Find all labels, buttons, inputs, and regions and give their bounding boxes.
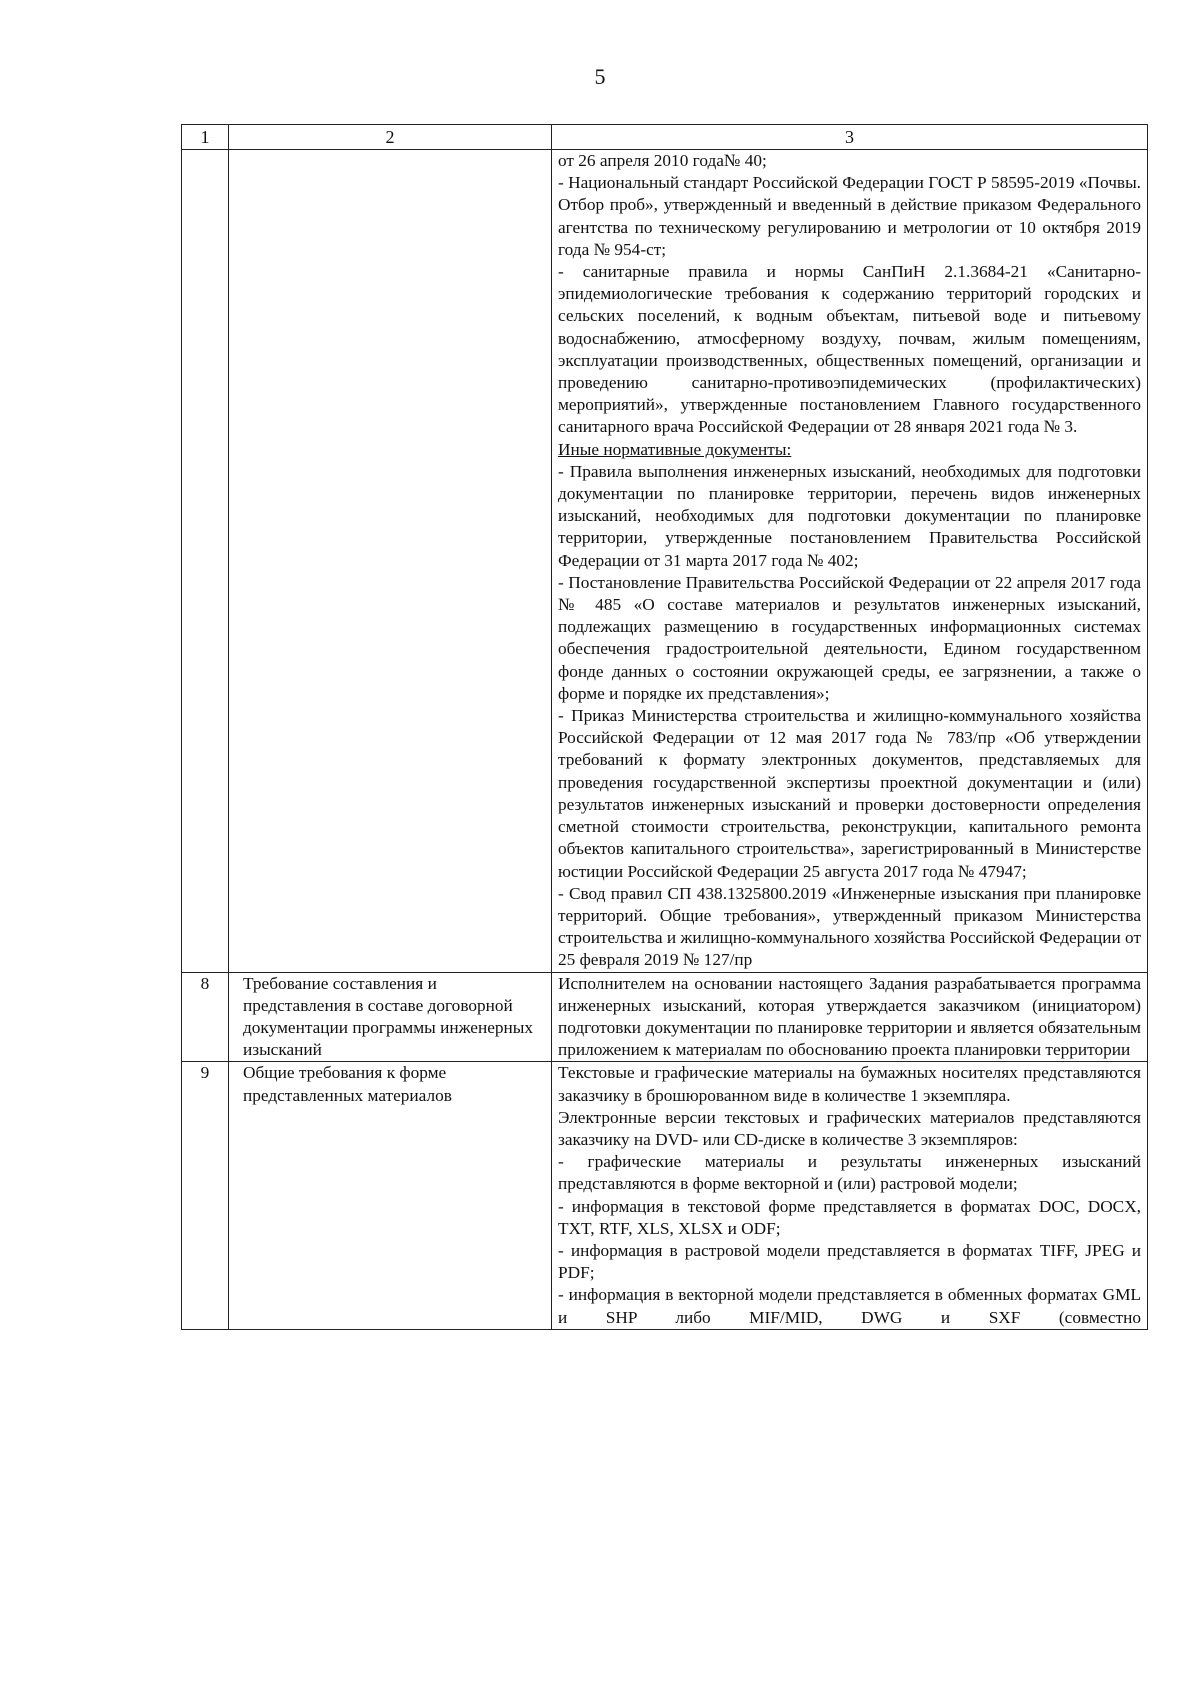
requirements-table	[181, 124, 1148, 1330]
row-continued-number	[182, 150, 229, 973]
section-heading: Иные нормативные документы:	[558, 439, 792, 459]
page-number: 5	[594, 64, 606, 89]
table-row-9	[182, 1062, 1148, 1329]
paragraph: - Национальный стандарт Российской Федерации ГОСТ Р 58595-2019 «Почвы. Отбор проб», утвержденный и введенный в действие приказом Федерального агентства по техническому регулированию и метрологии от 10 октября 2019 года № 954-ст;	[558, 173, 1141, 259]
row-content	[552, 972, 1148, 1062]
paragraph: Текстовые и графические материалы на бумажных носителях представляются заказчику в брошюрованном виде в количестве 1 экземпляра.	[558, 1063, 1141, 1105]
paragraph: - Свод правил СП 438.1325800.2019 «Инженерные изыскания при планировке территорий. Общие требования», утвержденный приказом Министерства строительства и жилищно-коммунального хозяйства Российской Федерации от 25 февраля 2019 № 127/пр	[558, 883, 1142, 970]
paragraph: Электронные версии текстовых и графических материалов представляются заказчику на DVD- или CD-диске в количестве 3 экземпляров:	[558, 1107, 1141, 1149]
paragraph: - Приказ Министерства строительства и жилищно-коммунального хозяйства Российской Федерации от 12 мая 2017 года № 783/пр «Об утверждении требований к формату электронных документов, представляемых для проведения государственной экспертизы проектной документации и (или) результатов инженерных изысканий и проверки достоверности определения сметной стоимости строительства, реконструкции, капитального ремонта объектов капитального строительства», зарегистрированный в Министерстве юстиции Российской Федерации 25 августа 2017 года № 47947;	[558, 706, 1141, 881]
row-title: Требование составления и представления в составе договорной документации программы инженерных изысканий	[229, 972, 552, 1062]
table-row-continued	[182, 150, 1148, 973]
paragraph: - Правила выполнения инженерных изысканий, необходимых для подготовки документации по планировке территории, перечень видов инженерных изысканий, необходимых для подготовки документации по планировке территории, утвержденные постановлением Правительства Российской Федерации от 31 марта 2017 года № 402;	[558, 461, 1141, 570]
row-title: Общие требования к форме представленных материалов	[229, 1062, 552, 1329]
paragraph: - Постановление Правительства Российской Федерации от 22 апреля 2017 года № 485 «О составе материалов и результатов инженерных изысканий, подлежащих размещению в государственных информационных системах обеспечения градостроительной деятельности, Едином государственном фонде данных о состоянии окружающей среды, ее загрязнении, а также о форме и порядке их представления»;	[558, 572, 1141, 703]
paragraph: - информация в векторной модели представляется в обменных форматах GML и SHP либо MIF/MID, DWG и SXF (совместно	[558, 1285, 1141, 1327]
paragraph: от 26 апреля 2010 года№ 40;	[558, 151, 767, 170]
header-col-2: 2	[229, 125, 552, 150]
row-content	[552, 1062, 1148, 1329]
header-col-1: 1	[182, 125, 229, 150]
table-row-8	[182, 972, 1148, 1062]
row-continued-title	[229, 150, 552, 973]
header-col-3: 3	[552, 125, 1148, 150]
table-header-row	[182, 125, 1148, 150]
row-continued-content	[552, 150, 1148, 973]
paragraph: - графические материалы и результаты инженерных изысканий представляются в форме векторной и (или) растровой модели;	[558, 1152, 1141, 1194]
row-number: 9	[182, 1062, 229, 1329]
paragraph: Исполнителем на основании настоящего Задания разрабатывается программа инженерных изысканий, которая утверждается заказчиком (инициатором) подготовки документации по планировке территории и является обязательным приложением к материалам по обоснованию проекта планировки территории	[558, 973, 1141, 1060]
paragraph: - санитарные правила и нормы СанПиН 2.1.3684-21 «Санитарно-эпидемиологические требования к содержанию территорий городских и сельских поселений, к водным объектам, питьевой воде и питьевому водоснабжению, атмосферному воздуху, почвам, жилым помещениям, эксплуатации производственных, общественных помещений, организации и проведению санитарно-противоэпидемических (профилактических) мероприятий», утвержденные постановлением Главного государственного санитарного врача Российской Федерации от 28 января 2021 года № 3.	[558, 262, 1141, 437]
paragraph: - информация в растровой модели представляется в форматах TIFF, JPEG и PDF;	[558, 1240, 1141, 1283]
paragraph: - информация в текстовой форме представляется в форматах DOC, DOCX, TXT, RTF, XLS, XLSX и ODF;	[558, 1196, 1141, 1238]
row-number: 8	[182, 972, 229, 1062]
